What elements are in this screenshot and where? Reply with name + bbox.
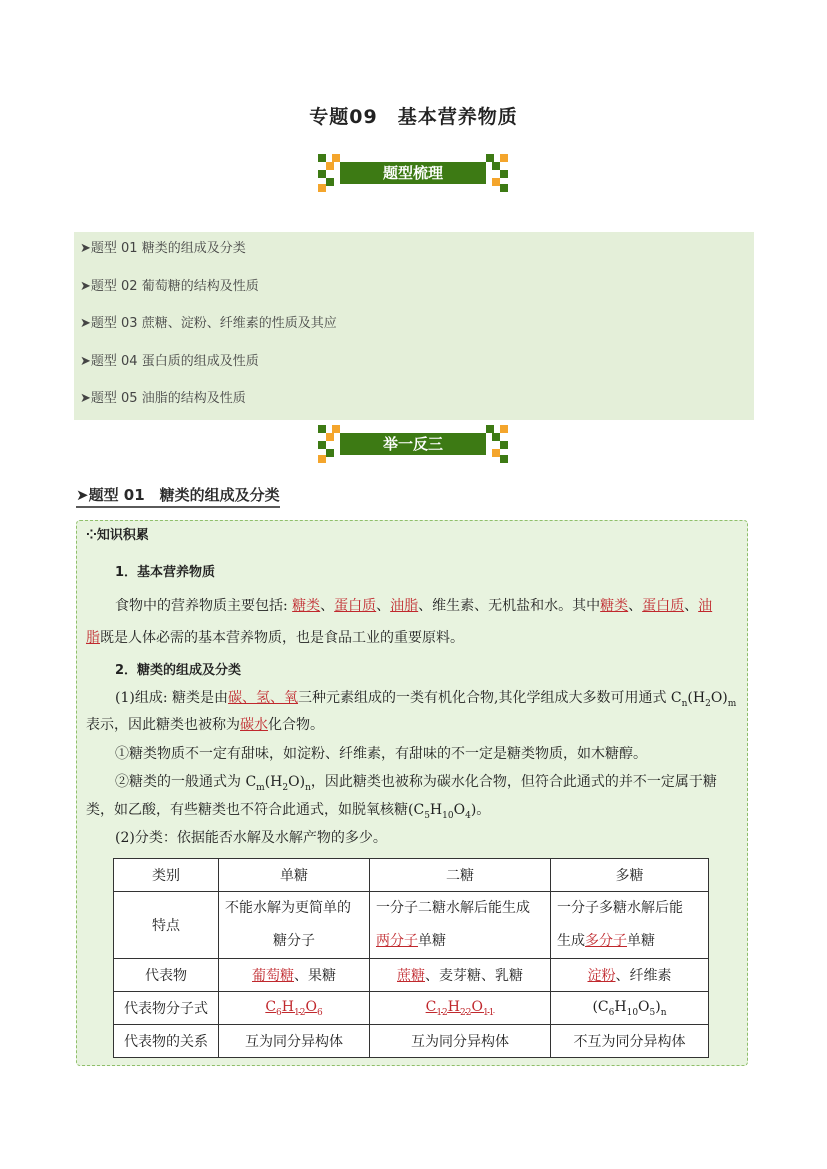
table-cell: 一分子二糖水解后能生成 两分子单糖: [370, 892, 551, 959]
table-cell: 蔗糖、麦芽糖、乳糖: [370, 959, 551, 992]
table-header-cell: 类别: [114, 859, 219, 892]
s2-composition-line1: (1)组成: 糖类是由碳、氢、氧三种元素组成的一类有机化合物,其化学组成大多数可用通式 $C_n(H_2O)_m$: [115, 690, 737, 709]
table-row: [114, 1025, 709, 1058]
table-cell: 一分子多糖水解后能 生成多分子单糖: [551, 892, 709, 959]
table-cell: 不能水解为更简单的 糖分子: [219, 892, 370, 959]
s2-note2: ②糖类的一般通式为 $C_m(H_2O)_n$，因此糖类也被称为碳水化合物，但符合此通式的并不一定属于糖: [115, 774, 717, 793]
table-cell: $(C_6H_{10}O_5)_n$: [551, 992, 709, 1025]
table-header-cell: 多糖: [551, 859, 709, 892]
toc-item[interactable]: ➤题型 03 蔗糖、淀粉、纤维素的性质及其应: [80, 316, 337, 331]
toc-panel: [74, 232, 754, 420]
section-banner-overview: [318, 154, 508, 192]
knowledge-label: ⁘知识积累: [86, 528, 149, 543]
table-cell: $C_6H_{12}O_6$: [219, 992, 370, 1025]
s2-note3: 类，如乙酸，有些糖类也不符合此通式，如脱氧核糖$(C_5H_{10}O_4)$。: [86, 802, 491, 821]
table-cell: 互为同分异构体: [370, 1025, 551, 1058]
s1-paragraph-line1: 食物中的营养物质主要包括: 糖类、蛋白质、油脂、维生素、无机盐和水。其中糖类、蛋白质、油: [115, 598, 713, 614]
table-header-cell: 二糖: [370, 859, 551, 892]
toc-item[interactable]: ➤题型 01 糖类的组成及分类: [80, 241, 246, 256]
table-row: [114, 859, 709, 892]
table-header-cell: 单糖: [219, 859, 370, 892]
section-heading: ➤题型 01 糖类的组成及分类: [76, 484, 280, 508]
table-cell: 代表物分子式: [114, 992, 219, 1025]
table-cell: 互为同分异构体: [219, 1025, 370, 1058]
s2-heading: 2．糖类的组成及分类: [115, 663, 242, 678]
sparkle-icon: ⁘: [86, 528, 97, 543]
banner-label: 题型梳理: [340, 162, 486, 184]
s2-composition-line2: 表示，因此糖类也被称为碳水化合物。: [86, 717, 324, 733]
toc-item[interactable]: ➤题型 04 蛋白质的组成及性质: [80, 354, 259, 369]
table-cell: 代表物的关系: [114, 1025, 219, 1058]
s1-paragraph-line2: 脂既是人体必需的基本营养物质，也是食品工业的重要原料。: [86, 630, 464, 646]
table-cell: 特点: [114, 892, 219, 959]
table-cell: 葡萄糖、果糖: [219, 959, 370, 992]
section-banner-practice: [318, 425, 508, 463]
sugar-classification-table: [113, 858, 709, 1058]
s2-note1: ①糖类物质不一定有甜味，如淀粉、纤维素，有甜味的不一定是糖类物质，如木糖醇。: [115, 746, 647, 762]
table-row: [114, 892, 709, 959]
table-cell: $C_{12}H_{22}O_{11}$: [370, 992, 551, 1025]
table-row: [114, 959, 709, 992]
table-cell: 淀粉、纤维素: [551, 959, 709, 992]
toc-item[interactable]: ➤题型 05 油脂的结构及性质: [80, 391, 246, 406]
page-title: 专题09 基本营养物质: [309, 106, 518, 128]
toc-item[interactable]: ➤题型 02 葡萄糖的结构及性质: [80, 279, 259, 294]
banner-label: 举一反三: [340, 433, 486, 455]
table-cell: 代表物: [114, 959, 219, 992]
table-cell: 不互为同分异构体: [551, 1025, 709, 1058]
s2-classification: (2)分类：依据能否水解及水解产物的多少。: [115, 830, 387, 846]
table-row: [114, 992, 709, 1025]
s1-heading: 1．基本营养物质: [115, 565, 216, 580]
